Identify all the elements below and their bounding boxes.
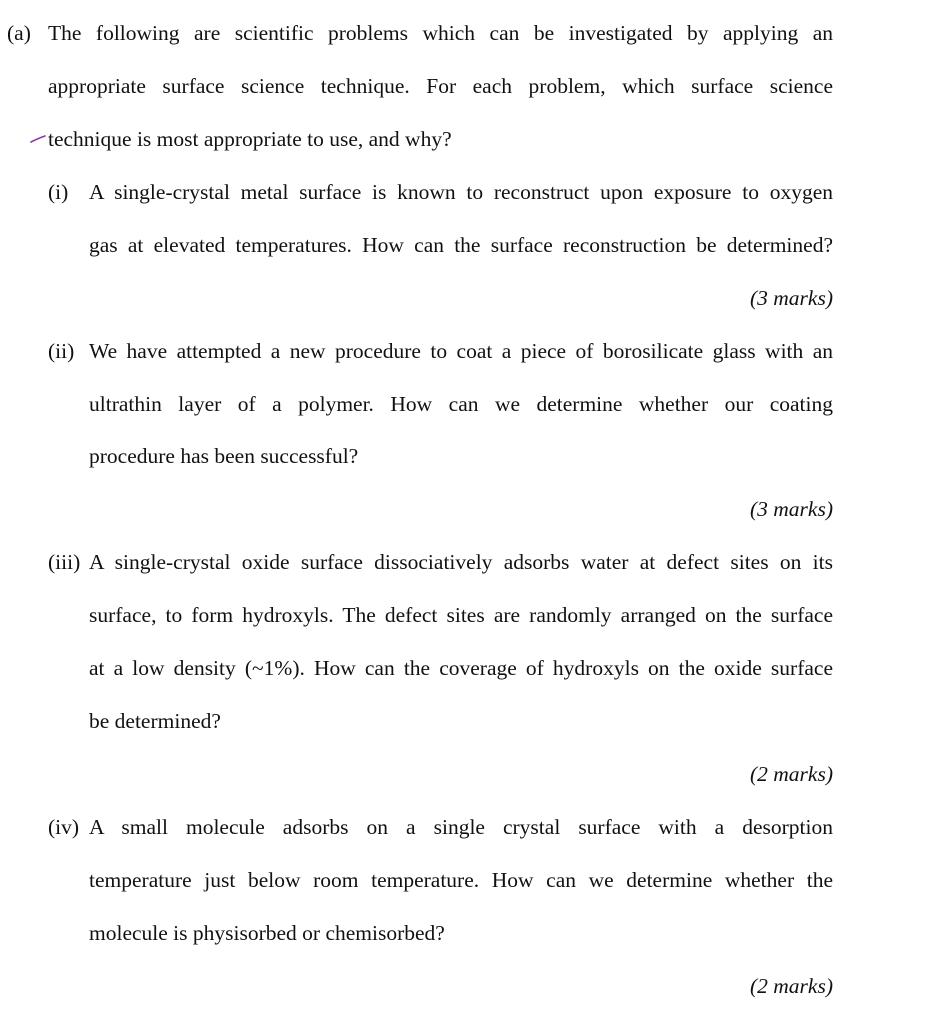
intro-line: The following are scientific problems which can be investigated by applying an xyxy=(48,21,833,45)
part-label: (iii) xyxy=(48,550,81,574)
part-line: temperature just below room temperature. How can we determine whether the xyxy=(89,868,833,892)
part-line: A single-crystal oxide surface dissociatively adsorbs water at defect sites on its xyxy=(89,550,833,574)
marks-label: (3 marks) xyxy=(750,497,833,521)
part-label: (iv) xyxy=(48,815,80,839)
part-label: (ii) xyxy=(48,339,75,363)
part-label: (i) xyxy=(48,180,69,204)
question-label: (a) xyxy=(7,21,31,45)
part-line: be determined? xyxy=(89,709,221,733)
part-line: procedure has been successful? xyxy=(89,444,359,468)
marks-label: (2 marks) xyxy=(750,974,833,998)
part-line: molecule is physisorbed or chemisorbed? xyxy=(89,921,445,945)
part-line: at a low density (~1%). How can the coverage of hydroxyls on the oxide surface xyxy=(89,656,833,680)
part-line: ultrathin layer of a polymer. How can we determine whether our coating xyxy=(89,392,833,416)
intro-line: technique is most appropriate to use, and why? xyxy=(48,127,452,151)
part-line: A single-crystal metal surface is known to reconstruct upon exposure to oxygen xyxy=(89,180,833,204)
part-line: We have attempted a new procedure to coat a piece of borosilicate glass with an xyxy=(89,339,833,363)
part-line: gas at elevated temperatures. How can the surface reconstruction be determined? xyxy=(89,233,833,257)
pen-tick-mark xyxy=(30,135,46,145)
part-line: surface, to form hydroxyls. The defect sites are randomly arranged on the surface xyxy=(89,603,833,627)
part-line: A small molecule adsorbs on a single crystal surface with a desorption xyxy=(89,815,833,839)
intro-line: appropriate surface science technique. For each problem, which surface science xyxy=(48,74,833,98)
marks-label: (2 marks) xyxy=(750,762,833,786)
marks-label: (3 marks) xyxy=(750,286,833,310)
